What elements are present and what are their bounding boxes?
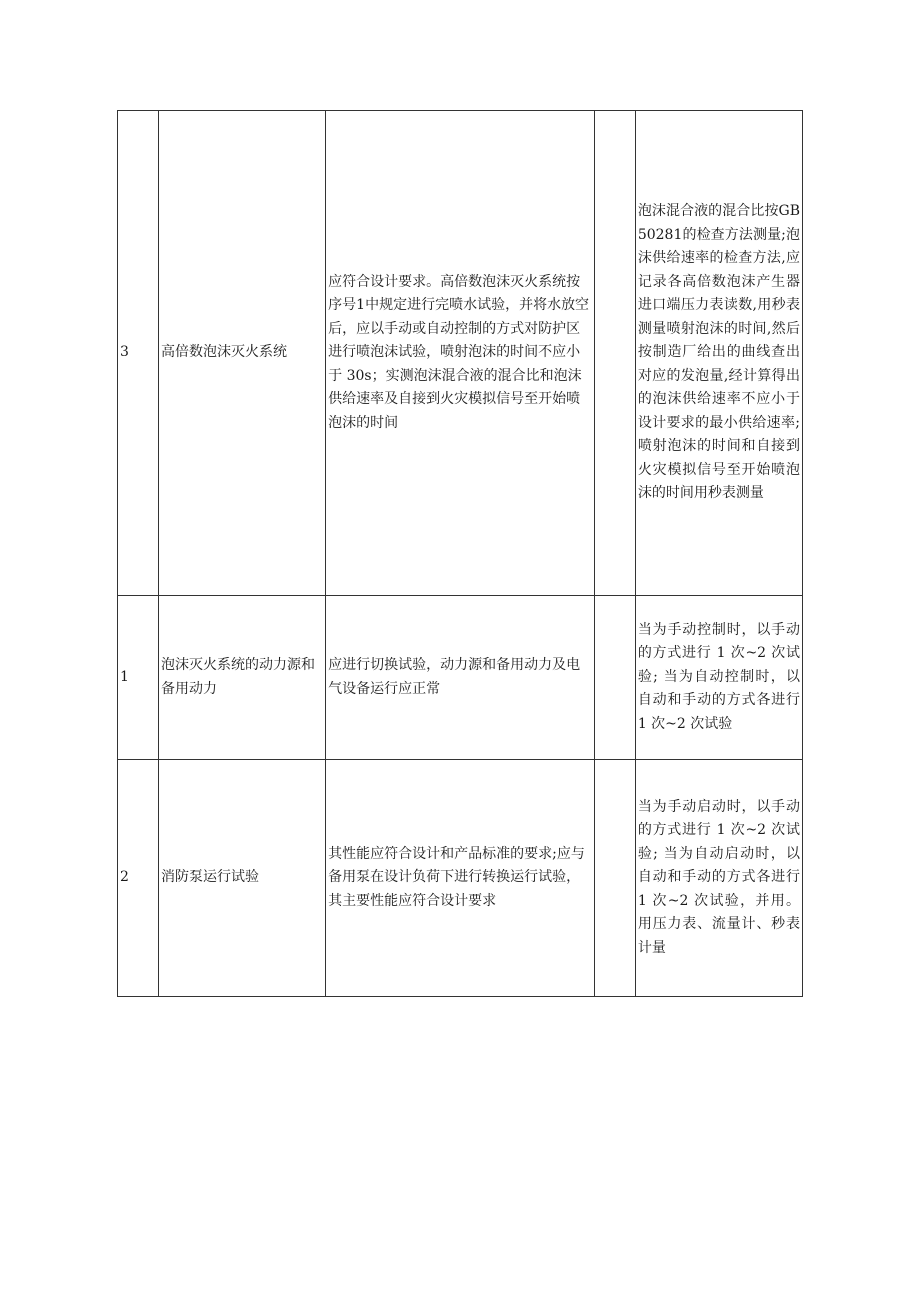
- requirement-text: 其性能应符合设计和产品标准的要求;应与备用泵在设计负荷下进行转换运行试验，其主要性能应符合设计要求: [326, 760, 595, 997]
- row-number: 2: [118, 760, 159, 997]
- inspection-method: 当为手动控制时，以手动的方式进行 1 次~2 次试验; 当为自动控制时，以自动和手动的方式各进行 1 次~2 次试验: [635, 596, 802, 760]
- requirement-text: 应符合设计要求。高倍数泡沫灭火系统按序号1中规定进行完喷水试验，并将水放空后，应以手动或自动控制的方式对防护区进行喷泡沫试验，喷射泡沫的时间不应小于 30s；实测泡沫混合液的混合比和泡沫供给速率及自接到火灾模拟信号至开始喷泡沫的时间: [326, 111, 595, 596]
- inspection-method: 当为手动启动时，以手动的方式进行 1 次~2 次试验; 当为自动启动时，以自动和手动的方式各进行 1 次~2 次试验，并用。用压力表、流量计、秒表计量: [635, 760, 802, 997]
- test-item: 高倍数泡沫灭火系统: [159, 111, 326, 596]
- blank-cell: [594, 111, 635, 596]
- test-item: 泡沫灭火系统的动力源和备用动力: [159, 596, 326, 760]
- requirement-text: 应进行切换试验，动力源和备用动力及电气设备运行应正常: [326, 596, 595, 760]
- blank-cell: [594, 596, 635, 760]
- row-number: 3: [118, 111, 159, 596]
- inspection-table: [117, 110, 803, 997]
- table-row: [118, 596, 803, 760]
- blank-cell: [594, 760, 635, 997]
- inspection-method: 泡沫混合液的混合比按GB50281的检查方法测量;泡沫供给速率的检查方法,应记录各高倍数泡沫产生器进口端压力表读数,用秒表测量喷射泡沫的时间,然后按制造厂给出的曲线查出对应的发泡量,经计算得出的泡沫供给速率不应小于设计要求的最小供给速率;喷射泡沫的时间和自接到火灾模拟信号至开始喷泡沫的时间用秒表测量: [635, 111, 802, 596]
- table-row: [118, 760, 803, 997]
- test-item: 消防泵运行试验: [159, 760, 326, 997]
- table-row: [118, 111, 803, 596]
- row-number: 1: [118, 596, 159, 760]
